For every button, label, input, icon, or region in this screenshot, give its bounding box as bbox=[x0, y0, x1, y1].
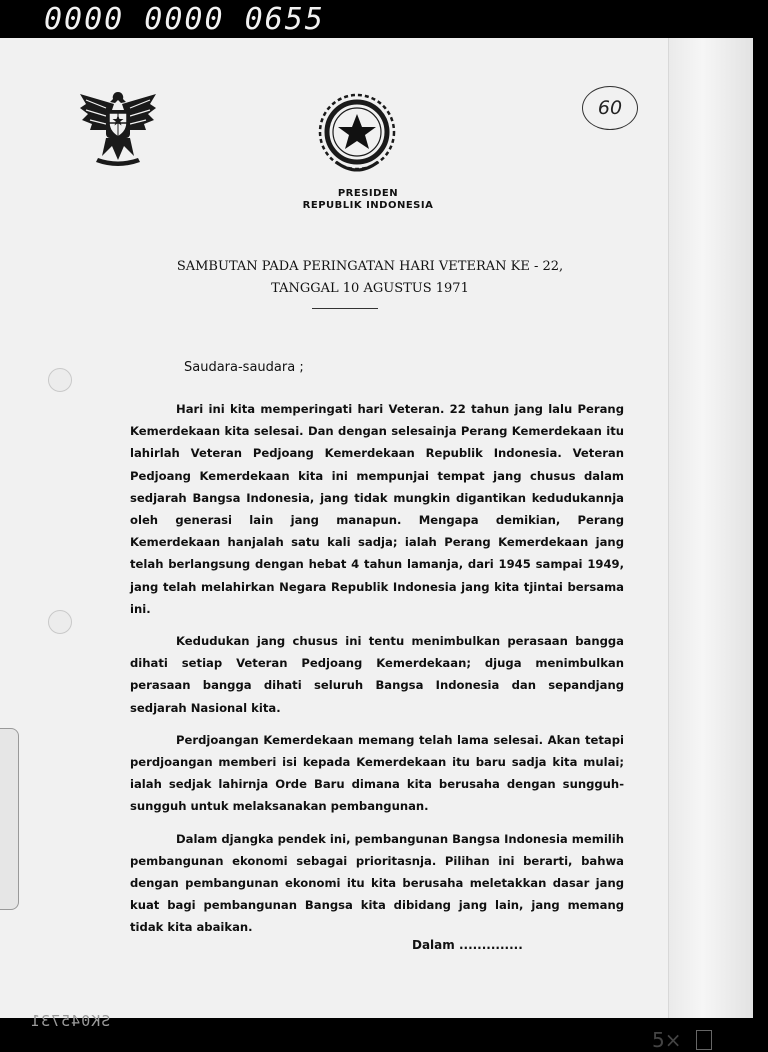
archive-code: SK045731 bbox=[30, 1012, 111, 1030]
punch-hole-top bbox=[48, 368, 72, 392]
speech-title-line-2: TANGGAL 10 AGUSTUS 1971 bbox=[271, 281, 469, 296]
garuda-emblem-icon bbox=[76, 86, 160, 172]
reduction-box bbox=[696, 1030, 712, 1050]
paragraph-3: Perdjoangan Kemerdekaan memang telah lama selesai. Akan tetapi perdjoangan memberi isi kepada Kemerdekaan itu baru sadja kita mulai; ialah sedjak lahirnja Orde Baru dimana kita berusaha dengan sungguh-sungguh untuk melaksanakan pembangunan. bbox=[130, 732, 624, 814]
continuation-catchword: Dalam .............. bbox=[412, 938, 523, 952]
microfilm-frame-number: 0000 0000 0655 bbox=[44, 2, 325, 37]
presidential-seal-icon bbox=[314, 92, 400, 178]
speech-title bbox=[140, 256, 600, 300]
speech-title-line-1: SAMBUTAN PADA PERINGATAN HARI VETERAN KE - 22, bbox=[176, 259, 564, 274]
salutation: Saudara-saudara ; bbox=[184, 360, 304, 375]
paragraph-4: Dalam djangka pendek ini, pembangunan Bangsa Indonesia memilih pembangunan ekonomi sebagai prioritasnja. Pilihan ini berarti, bahwa dengan pembangunan ekonomi itu kita berusaha meletakkan dasar jang kuat bagi pembangunan Bangsa kita dibidang jang lain, jang memang tidak kita abaikan. bbox=[130, 831, 624, 935]
paragraph-2: Kedudukan jang chusus ini tentu menimbulkan perasaan bangga dihati setiap Veteran Pedjoang Kemerdekaan; djuga menimbulkan perasaan bangga dihati seluruh Bangsa Indonesia dan sepandjang sedjarah Nasional kita. bbox=[130, 634, 624, 715]
reduction-mark: 5× bbox=[652, 1028, 682, 1052]
letterhead-line-1: PRESIDEN bbox=[337, 188, 399, 199]
paragraph-1: Hari ini kita memperingati hari Veteran. 22 tahun jang lalu Perang Kemerdekaan kita selesai. Dan dengan selesainja Perang Kemerdekaan itu lahirlah Veteran Pedjoang Kemerdekaan Republik Indonesia. Veteran Pedjoang Kemerdekaan kita ini mempunjai tempat jang chusus dalam sedjarah Bangsa Indonesia, jang tidak mungkin digantikan kedudukannja oleh generasi lain jang manapun. Mengapa demikian, Perang Kemerdekaan hanjalah satu kali sadja; ialah Perang Kemerdekaan jang telah berlangsung dengan hebat 4 tahun lamanja, dari 1945 sampai 1949, jang telah melahirkan Negara Republik Indonesia jang kita tjintai bersama ini. bbox=[130, 402, 624, 616]
letterhead-line-2: REPUBLIK INDONESIA bbox=[302, 200, 434, 211]
folder-tab bbox=[0, 728, 19, 910]
handwritten-page-number: 60 bbox=[582, 86, 638, 130]
document-page bbox=[0, 38, 752, 1052]
letterhead-office bbox=[268, 188, 468, 212]
title-underline bbox=[312, 308, 378, 309]
punch-hole-bottom bbox=[48, 610, 72, 634]
page-edge-shadow bbox=[668, 38, 753, 1018]
speech-body bbox=[130, 398, 624, 949]
